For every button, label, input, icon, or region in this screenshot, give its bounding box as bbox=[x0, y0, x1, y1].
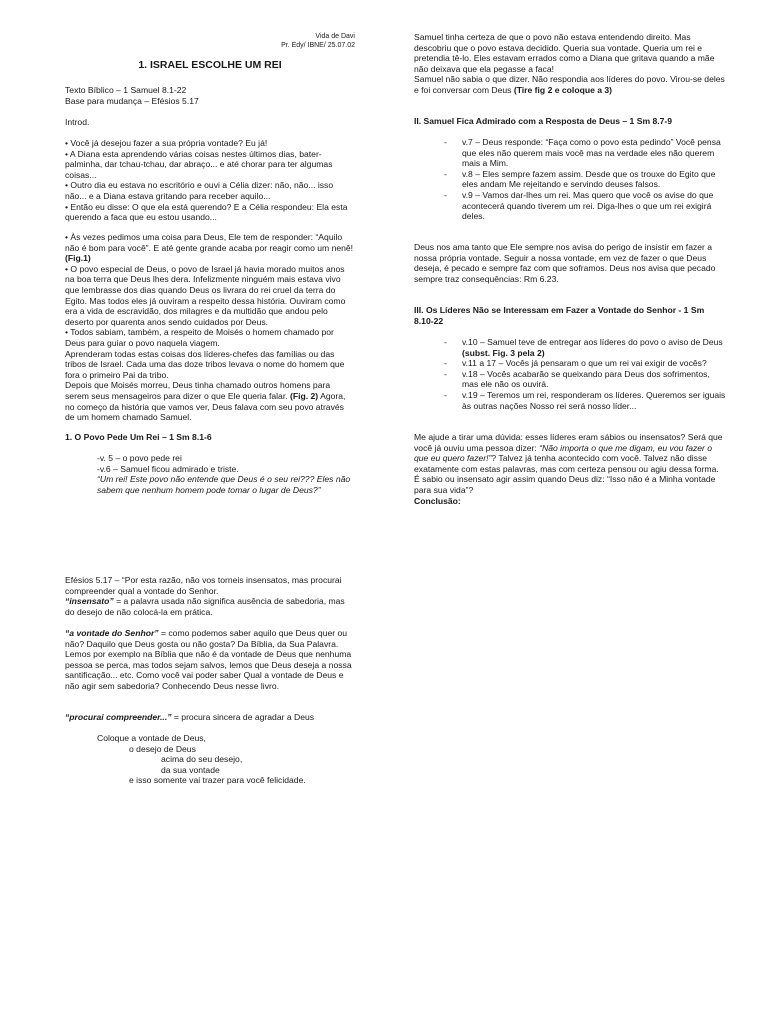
term: “procurai compreender...” bbox=[65, 712, 172, 722]
bullet-text: Outro dia eu estava no escritório e ouvi a Célia dizer: não, não... isso não... e a Diana estava gritando para receber aquilo... bbox=[65, 180, 334, 201]
list-item-text: v.7 – Deus responde: “Faça como o povo esta pedindo” Você pensa que eles não querem mais você mas na verdade eles não querem mais a Mim. bbox=[462, 137, 721, 169]
dash-marker: - bbox=[444, 368, 447, 379]
bullet-text: Às vezes pedimos uma coisa para Deus, Ele tem de responder: “Aquilo não é bom para você”. E até gente grande acaba por reagir como um nenê! bbox=[65, 232, 354, 253]
paragraph-text: Samuel não sabia o que dizer. Não respondia aos líderes do povo. Virou-se deles e foi conversar com Deus bbox=[414, 74, 725, 95]
note-line: -v. 5 – o povo pede rei bbox=[97, 453, 182, 463]
section-3-heading: III. Os Líderes Não se Interessam em Fazer a Vontade do Senhor - 1 Sm 8.10-22 bbox=[414, 305, 705, 326]
list-item-text: v.11 a 17 – Vocês já pensaram o que um rei vai exigir de vocês? bbox=[462, 358, 707, 369]
poem-line: da sua vontade bbox=[161, 764, 220, 775]
section-1-notes bbox=[97, 453, 359, 495]
efesios-block bbox=[65, 575, 355, 617]
list-item bbox=[444, 190, 726, 222]
bullet-text: O povo especial de Deus, o povo de Israel já havia morado muitos anos na boa terra que Deus lhes dera. Infelizmente ninguém mais estava vivo que lembrasse dos dias quando Deus os livrara do rei cruel da terra do Egito. Mas todos eles já ouviram a respeito dessa história. Ouviram como era a vida de escravidão, dos milagres e da multidão que andou pelo deserto por quarenta anos sendo cuidados por Deus. bbox=[65, 263, 346, 327]
term: “insensato” bbox=[65, 596, 114, 607]
section-2-list bbox=[444, 137, 726, 222]
paragraph-text: Depois que Moisés morreu, Deus tinha chamado outros homens para serem seus mensageiros para dizer o que Ele queria falar. bbox=[65, 380, 331, 401]
fig-ref: (Fig.1) bbox=[65, 253, 91, 264]
list-item bbox=[444, 358, 726, 369]
list-item bbox=[444, 137, 726, 169]
poem-line: e isso somente vai trazer para você felicidade. bbox=[129, 775, 306, 786]
dash-marker: - bbox=[444, 168, 447, 179]
list-item-text: v.19 – Teremos um rei, responderam os líderes. Queremos ser iguais às outras nações Nosso rei será nosso líder... bbox=[462, 389, 726, 411]
list-item-text: v.9 – Vamos dar-lhes um rei. Mas quero que você os avise do que acontecerá quando tiverem um rei. Diga-lhes o que um rei exigirá deles. bbox=[462, 189, 714, 222]
bullet-text: Todos sabiam, também, a respeito de Moisés o homem chamado por Deus para guiar o povo naquela viagem. bbox=[65, 327, 334, 348]
section-2-heading: II. Samuel Fica Admirado com a Resposta de Deus – 1 Sm 8.7-9 bbox=[414, 116, 673, 126]
bullet-icon: • bbox=[65, 327, 69, 338]
bullet-icon: • bbox=[65, 201, 69, 212]
bullet-icon: • bbox=[65, 232, 69, 242]
paragraph-text: ? Talvez já tenha acontecido com você. Talvez não disse exatamente com estas palavras, mas com certeza pensou ou agiu dessa forma. É sabio ou insensato agir assim quando Deus diz: “Isso não é a Minha vontade para sua vida”? bbox=[414, 453, 719, 495]
list-item-text: v.8 – Eles sempre fazem assim. Desde que os trouxe do Egito que eles andam Me rejeitando e servindo deuses falsos. bbox=[462, 168, 716, 190]
quote: “Um rei! Este povo não entende que Deus é o seu rei??? Eles não sabem que nenhum homem pode tomar o lugar de Deus?” bbox=[97, 474, 351, 495]
dash-marker: - bbox=[444, 389, 447, 400]
bullet-icon: • bbox=[65, 180, 69, 191]
section-3-list bbox=[444, 337, 726, 411]
paragraph-text: Me ajude a tirar uma dúvida: esses líderes eram sábios ou insensatos? Será que você já ouviu uma pessoa dizer: bbox=[414, 432, 723, 453]
bullet-text: Então eu disse: O que ela está querendo? E a Célia respondeu: Ela esta querendo a faca que eu estou usando... bbox=[65, 201, 348, 223]
conclusion-heading: Conclusão: bbox=[414, 495, 461, 506]
definition bbox=[65, 628, 355, 692]
paragraph bbox=[414, 74, 726, 95]
left-column-block-1 bbox=[65, 85, 355, 106]
definition bbox=[65, 596, 355, 617]
bullet-icon: • bbox=[65, 148, 69, 159]
texto-biblico: Texto Bíblico – 1 Samuel 8.1-22 bbox=[65, 85, 187, 95]
fig-ref: (subst. Fig. 3 pela 2) bbox=[462, 347, 545, 358]
intro-bullets bbox=[65, 138, 355, 223]
paragraph: Aprenderam todas estas coisas dos líderes-chefes das famílias ou das tribos de Israel. Cada uma das doze tribos levava o nome do homem que fora o primeiro Pai da tribo. bbox=[65, 348, 345, 380]
dash-marker: - bbox=[444, 137, 447, 147]
list-item bbox=[444, 169, 726, 190]
note-line: -v.6 – Samuel ficou admirado e triste. bbox=[97, 463, 239, 474]
list-item-text-part: v.10 – Samuel teve de entregar aos líderes do povo o aviso de Deus bbox=[462, 337, 723, 347]
header-line-2: Pr. Edy/ IBNE/ 25.07.02 bbox=[281, 42, 355, 49]
dash-marker: - bbox=[444, 358, 447, 369]
dash-marker: - bbox=[444, 189, 447, 200]
introd-label: Introd. bbox=[65, 117, 90, 127]
fig-ref: (Fig. 2) bbox=[290, 390, 319, 401]
story-block bbox=[65, 232, 355, 423]
list-item bbox=[444, 337, 726, 358]
bullet-item bbox=[65, 264, 355, 328]
document-header bbox=[200, 32, 355, 50]
section-1-heading: 1. O Povo Pede Um Rei – 1 Sm 8.1-6 bbox=[65, 432, 212, 442]
paragraph bbox=[65, 380, 355, 422]
bullet-icon: • bbox=[65, 138, 69, 148]
bullet-item bbox=[65, 202, 355, 223]
bullet-item bbox=[65, 232, 355, 264]
reflection-block bbox=[414, 432, 726, 506]
list-item bbox=[444, 390, 726, 411]
paragraph-text: Agora, no começo da história que vamos ver, Deus falava com seu povo através de um homem chamado Samuel. bbox=[65, 390, 346, 423]
bullet-icon: • bbox=[65, 263, 69, 274]
paragraph bbox=[414, 432, 726, 496]
dash-marker: - bbox=[444, 337, 447, 347]
bullet-item bbox=[65, 327, 355, 348]
page-title: 1. ISRAEL ESCOLHE UM REI bbox=[138, 59, 282, 71]
base-mudanca: Base para mudança – Efésios 5.17 bbox=[65, 95, 199, 106]
fig-ref: (Tire fig 2 e coloque a 3) bbox=[513, 84, 613, 95]
poem bbox=[97, 733, 357, 786]
poem-line: Coloque a vontade de Deus, bbox=[97, 733, 206, 743]
header-line-1: Vida de Davi bbox=[315, 33, 355, 40]
list-item-text bbox=[462, 337, 726, 358]
definition-text: = procura sincera de agradar a Deus bbox=[171, 712, 315, 722]
definition bbox=[65, 712, 355, 723]
quote: “Não importa o que me digam, eu vou fazer o que eu quero fazer!” bbox=[414, 442, 713, 464]
paragraph: Deus nos ama tanto que Ele sempre nos avisa do perigo de insistir em fazer a nossa própria vontade. Seguir a nossa vontade, em vez de fazer o que Deus deseja, é pecado e sempre faz com que soframos. Deus nos avisa que pecado sempre traz consequências: Rm 6.23. bbox=[414, 242, 716, 284]
right-intro bbox=[414, 32, 726, 96]
paragraph: Samuel tinha certeza de que o povo não estava entendendo direito. Mas descobriu que o povo estava decidido. Queria sua vontade. Queria um rei e pretendia tê-lo. Eles estavam errados como a Diana que gritava quando a mãe não deixava que ela pegasse a faca! bbox=[414, 32, 715, 74]
bullet-item bbox=[65, 180, 355, 201]
list-item bbox=[444, 369, 726, 390]
definition-text: = como podemos saber aquilo que Deus quer ou não? Daquilo que Deus gosta ou não gosta? Da Bíblia, da Sua Palavra. Lemos por exemplo na Bíblia que não é da vontade de Deus que nenhuma pessoa se perca, mas todos sejam salvos, lemos que Deus deseja a nossa santificação... etc. Como você vai poder saber Qual a vontade de Deus e não agir sem sabedoria? Conhecendo Deus nesse livro. bbox=[65, 628, 352, 691]
bullet-item bbox=[65, 138, 355, 149]
list-item-text: v.18 – Vocês acabarão se queixando para Deus dos sofrimentos, mas ele não os ouvirá. bbox=[462, 368, 710, 390]
bullet-item bbox=[65, 149, 355, 181]
bullet-text: Você já desejou fazer a sua própria vontade? Eu já! bbox=[68, 138, 268, 148]
definition-text: = a palavra usada não significa ausência de sabedoria, mas do desejo de não colocá-la em prática. bbox=[65, 596, 345, 617]
bullet-text: A Diana esta aprendendo várias coisas nestes últimos dias, bater-palminha, dar tchau-tchau, dar abraço... e até chorar para ter algumas coisas... bbox=[65, 148, 333, 180]
term: “a vontade do Senhor” bbox=[65, 628, 159, 638]
poem-line: o desejo de Deus bbox=[129, 743, 196, 754]
efesios-paragraph: Efésios 5.17 – “Por esta razão, não vos torneis insensatos, mas procurai compreender qual a vontade do Senhor. bbox=[65, 575, 342, 596]
poem-line: acima do seu desejo, bbox=[161, 754, 243, 765]
